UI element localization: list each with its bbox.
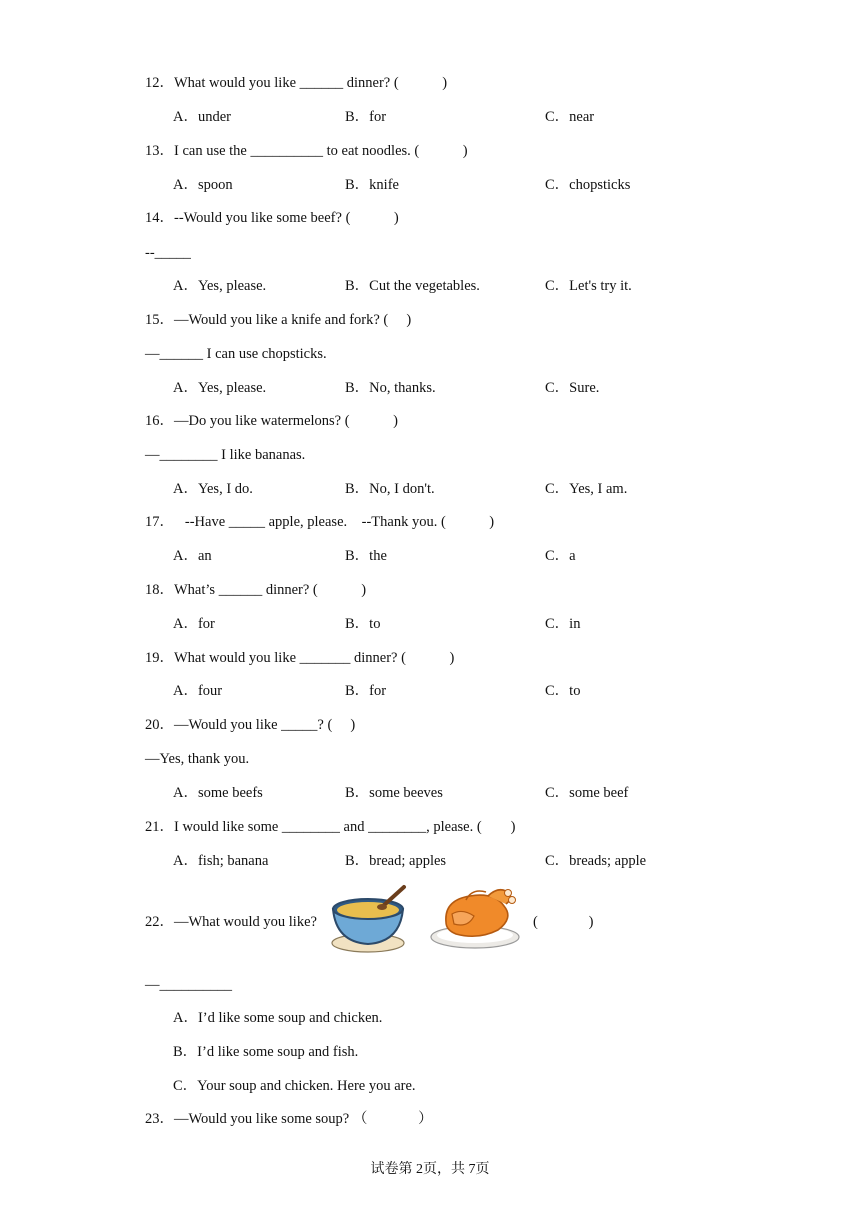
question-22-stem: 22．—What would you like?	[145, 914, 317, 930]
page-footer: 试卷第 2页，共 7页	[370, 1162, 490, 1177]
question-16-option-a: A．Yes, I do.	[173, 481, 253, 497]
question-15-option-b: B．No, thanks.	[345, 380, 436, 396]
question-13-stem: 13．I can use the __________ to eat noodles. ( )	[145, 143, 468, 159]
question-14-answer-line: --_____	[145, 245, 191, 261]
question-21-option-b: B．bread; apples	[345, 853, 447, 869]
question-22-answer-paren: ( )	[533, 914, 594, 930]
roast-chicken-icon	[428, 884, 522, 954]
question-14-option-b: B．Cut the vegetables.	[345, 278, 480, 294]
question-20-option-c: C．some beef	[545, 785, 629, 801]
question-15-stem: 15．—Would you like a knife and fork? ( )	[145, 312, 412, 328]
question-21-option-c: C．breads; apple	[545, 853, 647, 869]
question-18-stem: 18．What’s ______ dinner? ( )	[145, 582, 367, 598]
question-20-option-b: B．some beeves	[345, 785, 443, 801]
question-17-option-a: A．an	[173, 548, 212, 564]
question-21-option-a: A．fish; banana	[173, 853, 269, 869]
soup-bowl-icon	[328, 884, 408, 956]
question-12-stem: 12．What would you like ______ dinner? ( )	[145, 75, 448, 91]
question-12-option-c: C．near	[545, 109, 595, 125]
question-21-stem: 21．I would like some ________ and ________, please. ( )	[145, 819, 516, 835]
question-17-stem: 17． --Have _____ apple, please. --Thank you. ( )	[145, 514, 495, 530]
question-15-option-a: A．Yes, please.	[173, 380, 267, 396]
question-16-answer-line: —________ I like bananas.	[145, 447, 306, 463]
question-17-option-b: B．the	[345, 548, 387, 564]
question-19-option-a: A．four	[173, 683, 223, 699]
question-13-option-a: A．spoon	[173, 177, 233, 193]
question-17-option-c: C．a	[545, 548, 576, 564]
question-18-option-a: A．for	[173, 616, 215, 632]
question-14-option-c: C．Let's try it.	[545, 278, 632, 294]
question-20-option-a: A．some beefs	[173, 785, 263, 801]
question-15-answer-line: —______ I can use chopsticks.	[145, 346, 327, 362]
question-12-option-b: B．for	[345, 109, 387, 125]
question-20-answer-line: —Yes, thank you.	[145, 751, 250, 767]
question-13-option-c: C．chopsticks	[545, 177, 631, 193]
question-22-answer-line: —__________	[145, 977, 232, 993]
question-19-option-b: B．for	[345, 683, 387, 699]
question-16-option-b: B．No, I don't.	[345, 481, 435, 497]
question-19-stem: 19．What would you like _______ dinner? ( )	[145, 650, 455, 666]
question-14-option-a: A．Yes, please.	[173, 278, 267, 294]
question-15-option-c: C．Sure.	[545, 380, 600, 396]
question-22-option-a: A．I’d like some soup and chicken.	[173, 1010, 383, 1026]
question-16-option-c: C．Yes, I am.	[545, 481, 628, 497]
question-18-option-b: B．to	[345, 616, 381, 632]
question-14-stem: 14．--Would you like some beef? ( )	[145, 210, 399, 226]
question-19-option-c: C．to	[545, 683, 581, 699]
question-22-option-b: B．I’d like some soup and fish.	[173, 1044, 359, 1060]
question-16-stem: 16．—Do you like watermelons? ( )	[145, 413, 398, 429]
question-20-stem: 20．—Would you like _____? ( )	[145, 717, 356, 733]
question-23-stem: 23．—Would you like some soup? （ ）	[145, 1111, 433, 1127]
question-22-option-c: C．Your soup and chicken. Here you are.	[173, 1078, 416, 1094]
question-12-option-a: A．under	[173, 109, 231, 125]
question-13-option-b: B．knife	[345, 177, 399, 193]
question-18-option-c: C．in	[545, 616, 581, 632]
